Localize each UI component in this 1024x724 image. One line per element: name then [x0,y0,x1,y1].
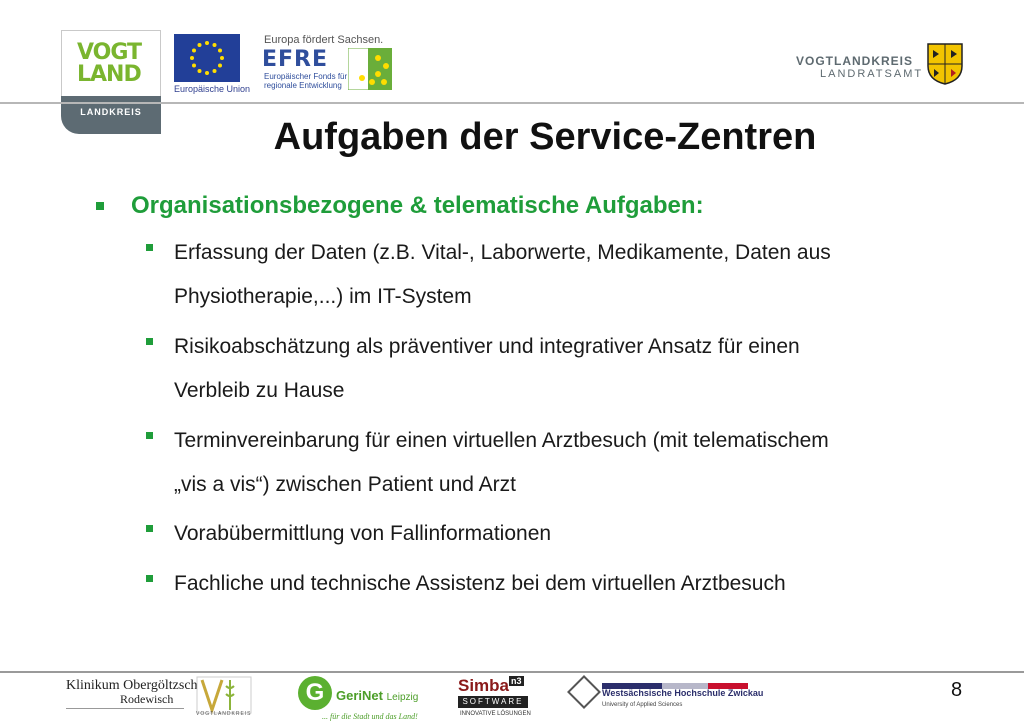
klinikum-logo-line2: Rodewisch [120,692,174,706]
gerinet-logo-icon: G [298,676,332,710]
efre-stars-icon [348,48,392,90]
list-item: Vorabübermittlung von Fallinformationen [174,522,552,545]
list-item: Terminvereinbarung für einen virtuellen Arztbesuch (mit telematischem „vis a vis“) zwischen Patient und Arzt [174,429,829,496]
vogtland-logo-line1: VOGT [77,40,142,65]
simba-software-label: SOFTWARE [458,696,528,708]
vogtlandkreis-subtitle: LANDRATSAMT [820,68,924,80]
square-bullet-icon [146,525,153,532]
square-bullet-icon [146,432,153,439]
efre-subtitle: Europäischer Fonds für regionale Entwicklung [264,72,348,90]
eu-caption: Europäische Union [174,84,251,94]
whz-subtitle: University of Applied Sciences [602,702,683,708]
whz-color-bar [602,676,748,682]
gerinet-name: GeriNet Leipzig [336,688,419,703]
list-item: Risikoabschätzung als präventiver und integrativer Ansatz für einen Verbleib zu Hause [174,335,800,402]
list-item: Fachliche und technische Assistenz bei dem virtuellen Arztbesuch [174,572,786,595]
square-bullet-icon [146,575,153,582]
square-bullet-icon [146,338,153,345]
vogtland-logo-line2: LAND [77,62,141,87]
vogtlandkreis-title: VOGTLANDKREIS [796,54,914,68]
klinikum-logo-rule [66,708,184,709]
coat-of-arms-icon [926,42,964,86]
whz-diamond-icon [567,675,601,709]
efre-tagline: Europa fördert Sachsen. [264,34,384,46]
square-bullet-icon [146,244,153,251]
section-heading: Organisationsbezogene & telematische Aufgaben: [131,192,704,219]
vogtland-logo-band: LANDKREIS [80,107,142,117]
page-number: 8 [951,679,963,701]
klinikum-logo-line1: Klinikum Obergöltzsch [66,678,198,693]
gerinet-tagline: ... für die Stadt und das Land! [322,712,418,721]
header-divider [0,102,1024,104]
list-item: Erfassung der Daten (z.B. Vital-, Laborwerte, Medikamente, Daten aus Physiotherapie,...) im IT-System [174,241,831,308]
vogtlandkreis-small-label: VOGTLANDKREIS [196,711,252,717]
footer-divider [0,671,1024,673]
eu-flag-icon [174,34,240,82]
efre-logo-text: EFRE [262,47,329,72]
simba-logo: Simba $^{n3}$ [458,676,522,695]
whz-name: Westsächsische Hochschule Zwickau [602,688,764,698]
vogtland-emblem-icon [196,676,252,716]
page-title: Aufgaben der Service-Zentren [273,116,817,158]
square-bullet-icon [96,202,104,210]
simba-tagline: INNOVATIVE LÖSUNGEN [460,711,531,717]
